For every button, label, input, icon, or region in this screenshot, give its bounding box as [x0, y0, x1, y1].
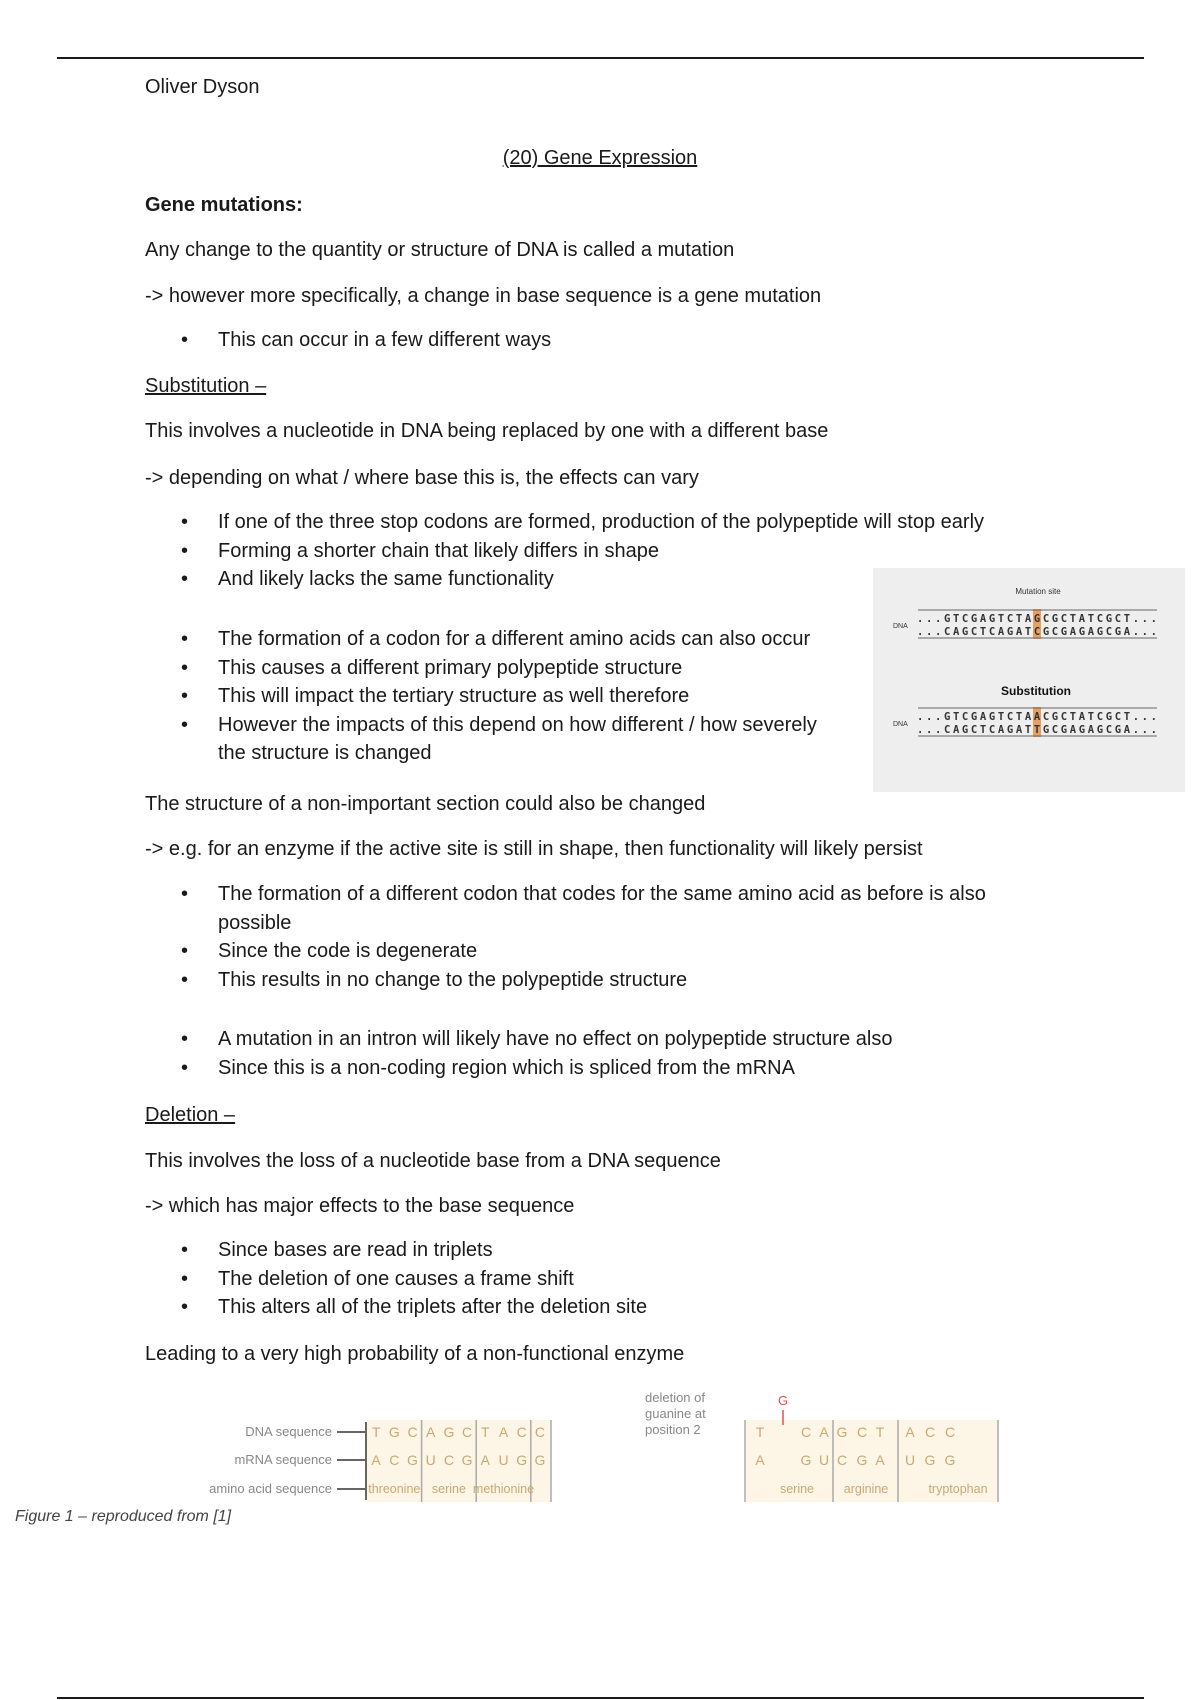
dna-mutant-bottom: ...CAGCTCAGATTGCGAGAGCGA...: [917, 724, 1157, 736]
mrna-base: A: [755, 1452, 765, 1468]
dna-base: A: [426, 1424, 436, 1440]
top-rule: [57, 57, 1144, 59]
mrna-base: A: [875, 1452, 885, 1468]
bottom-rule: [57, 1697, 1144, 1699]
mrna-base: G: [516, 1452, 528, 1468]
bullet-list: [145, 880, 1025, 994]
dna-base: T: [371, 1424, 381, 1440]
dna-label: DNA: [893, 623, 908, 630]
bullet-list: [145, 1236, 647, 1322]
list-item: • A mutation in an intron will likely have no effect on polypeptide structure also: [145, 1025, 892, 1054]
bullet-list: [145, 508, 984, 594]
deletion-note: position 2: [645, 1422, 701, 1437]
substitution-label: Substitution: [1001, 684, 1071, 698]
list-item: • However the impacts of this depend on how different / how severely the structure is changed: [145, 711, 845, 768]
bullet-list: [145, 326, 551, 355]
dna-base: C: [800, 1424, 812, 1440]
paragraph: -> however more specifically, a change in base sequence is a gene mutation: [145, 285, 822, 307]
list-item: • Since the code is degenerate: [145, 937, 1025, 966]
mrna-base: G: [944, 1452, 956, 1468]
amino-acid: methionine: [472, 1482, 535, 1496]
amino-acid: arginine: [843, 1482, 889, 1496]
list-item: • The deletion of one causes a frame shift: [145, 1265, 647, 1294]
dna-base: A: [498, 1424, 509, 1440]
dna-base: T: [481, 1424, 490, 1440]
mrna-base: U: [904, 1452, 916, 1468]
amino-acid: serine: [779, 1482, 815, 1496]
list-item: • Forming a shorter chain that likely differs in shape: [145, 537, 984, 566]
dna-base: A: [905, 1424, 915, 1440]
dna-base: C: [407, 1424, 418, 1440]
mrna-base: G: [461, 1452, 473, 1468]
mutation-site-label: Mutation site: [1015, 587, 1061, 596]
deletion-note: deletion of: [645, 1390, 705, 1405]
dna-base: T: [755, 1424, 765, 1440]
mrna-base: C: [389, 1452, 400, 1468]
list-item: • This can occur in a few different ways: [145, 326, 551, 355]
dna-original-bottom: ...CAGCTCAGATCGCGAGAGCGA...: [917, 626, 1157, 638]
row-label: DNA sequence: [245, 1424, 332, 1439]
paragraph: -> which has major effects to the base sequence: [145, 1195, 575, 1217]
list-item: • This will impact the tertiary structure as well therefore: [145, 682, 845, 711]
dna-base: G: [836, 1424, 848, 1440]
paragraph: -> e.g. for an enzyme if the active site is still in shape, then functionality will likely persist: [145, 838, 923, 860]
page-title: (20) Gene Expression: [502, 147, 698, 169]
dna-base: C: [924, 1424, 936, 1440]
amino-acid: tryptophan: [928, 1482, 988, 1496]
paragraph: Any change to the quantity or structure of DNA is called a mutation: [145, 239, 735, 261]
mrna-base: G: [856, 1452, 868, 1468]
bullet-list: [145, 1025, 892, 1082]
list-item: • This alters all of the triplets after the deletion site: [145, 1293, 647, 1322]
paragraph: The structure of a non-important section could also be changed: [145, 793, 706, 815]
mrna-base: G: [407, 1452, 418, 1468]
paragraph: -> depending on what / where base this is, the effects can vary: [145, 467, 699, 489]
mrna-base: C: [836, 1452, 848, 1468]
list-item: • This results in no change to the polypeptide structure: [145, 966, 1025, 995]
deletion-note: guanine at: [645, 1406, 706, 1421]
paragraph: Leading to a very high probability of a non-functional enzyme: [145, 1343, 685, 1365]
list-item: • If one of the three stop codons are formed, production of the polypeptide will stop early: [145, 508, 984, 537]
list-item: • The formation of a different codon that codes for the same amino acid as before is also possible: [145, 880, 1025, 937]
list-item: • And likely lacks the same functionality: [145, 565, 984, 594]
amino-acid: serine: [431, 1482, 466, 1496]
mrna-base: G: [924, 1452, 936, 1468]
author-name: Oliver Dyson: [145, 76, 260, 98]
dna-base: C: [516, 1424, 527, 1440]
paragraph: This involves a nucleotide in DNA being replaced by one with a different base: [145, 420, 829, 442]
amino-acid: threonine: [368, 1482, 421, 1496]
mrna-base: U: [498, 1452, 509, 1468]
list-item: • Since bases are read in triplets: [145, 1236, 647, 1265]
list-item: • The formation of a codon for a different amino acids can also occur: [145, 625, 845, 654]
dna-mutant-top: ...GTCGAGTCTAACGCTATCGCT...: [917, 711, 1157, 723]
list-item: • Since this is a non-coding region which is spliced from the mRNA: [145, 1054, 892, 1083]
dna-base: A: [819, 1424, 829, 1440]
deletion-figure: [0, 1380, 1200, 1510]
mrna-base: C: [443, 1452, 454, 1468]
mrna-base: A: [371, 1452, 381, 1468]
row-label: mRNA sequence: [234, 1452, 332, 1467]
heading-deletion: Deletion –: [145, 1104, 236, 1126]
dna-base: C: [462, 1424, 473, 1440]
substitution-figure: [873, 568, 1185, 792]
mrna-base: G: [800, 1452, 812, 1468]
deleted-base: G: [777, 1393, 789, 1408]
dna-label: DNA: [893, 721, 908, 728]
paragraph: This involves the loss of a nucleotide base from a DNA sequence: [145, 1150, 721, 1172]
figure-caption: Figure 1 – reproduced from [1]: [15, 1508, 232, 1525]
dna-base: C: [856, 1424, 868, 1440]
mrna-base: G: [534, 1452, 546, 1468]
bullet-list: [145, 625, 845, 768]
dna-original-top: ...GTCGAGTCTAGCGCTATCGCT...: [917, 613, 1157, 625]
dna-base: G: [443, 1424, 455, 1440]
dna-base: G: [388, 1424, 400, 1440]
dna-base: C: [944, 1424, 956, 1440]
row-label: amino acid sequence: [209, 1481, 332, 1496]
dna-base: T: [875, 1424, 885, 1440]
list-item: • This causes a different primary polypeptide structure: [145, 654, 845, 683]
dna-base: C: [534, 1424, 545, 1440]
heading-substitution: Substitution –: [145, 375, 267, 397]
mrna-base: U: [818, 1452, 830, 1468]
heading-gene-mutations: Gene mutations:: [145, 194, 303, 216]
mrna-base: A: [480, 1452, 490, 1468]
mrna-base: U: [425, 1452, 436, 1468]
